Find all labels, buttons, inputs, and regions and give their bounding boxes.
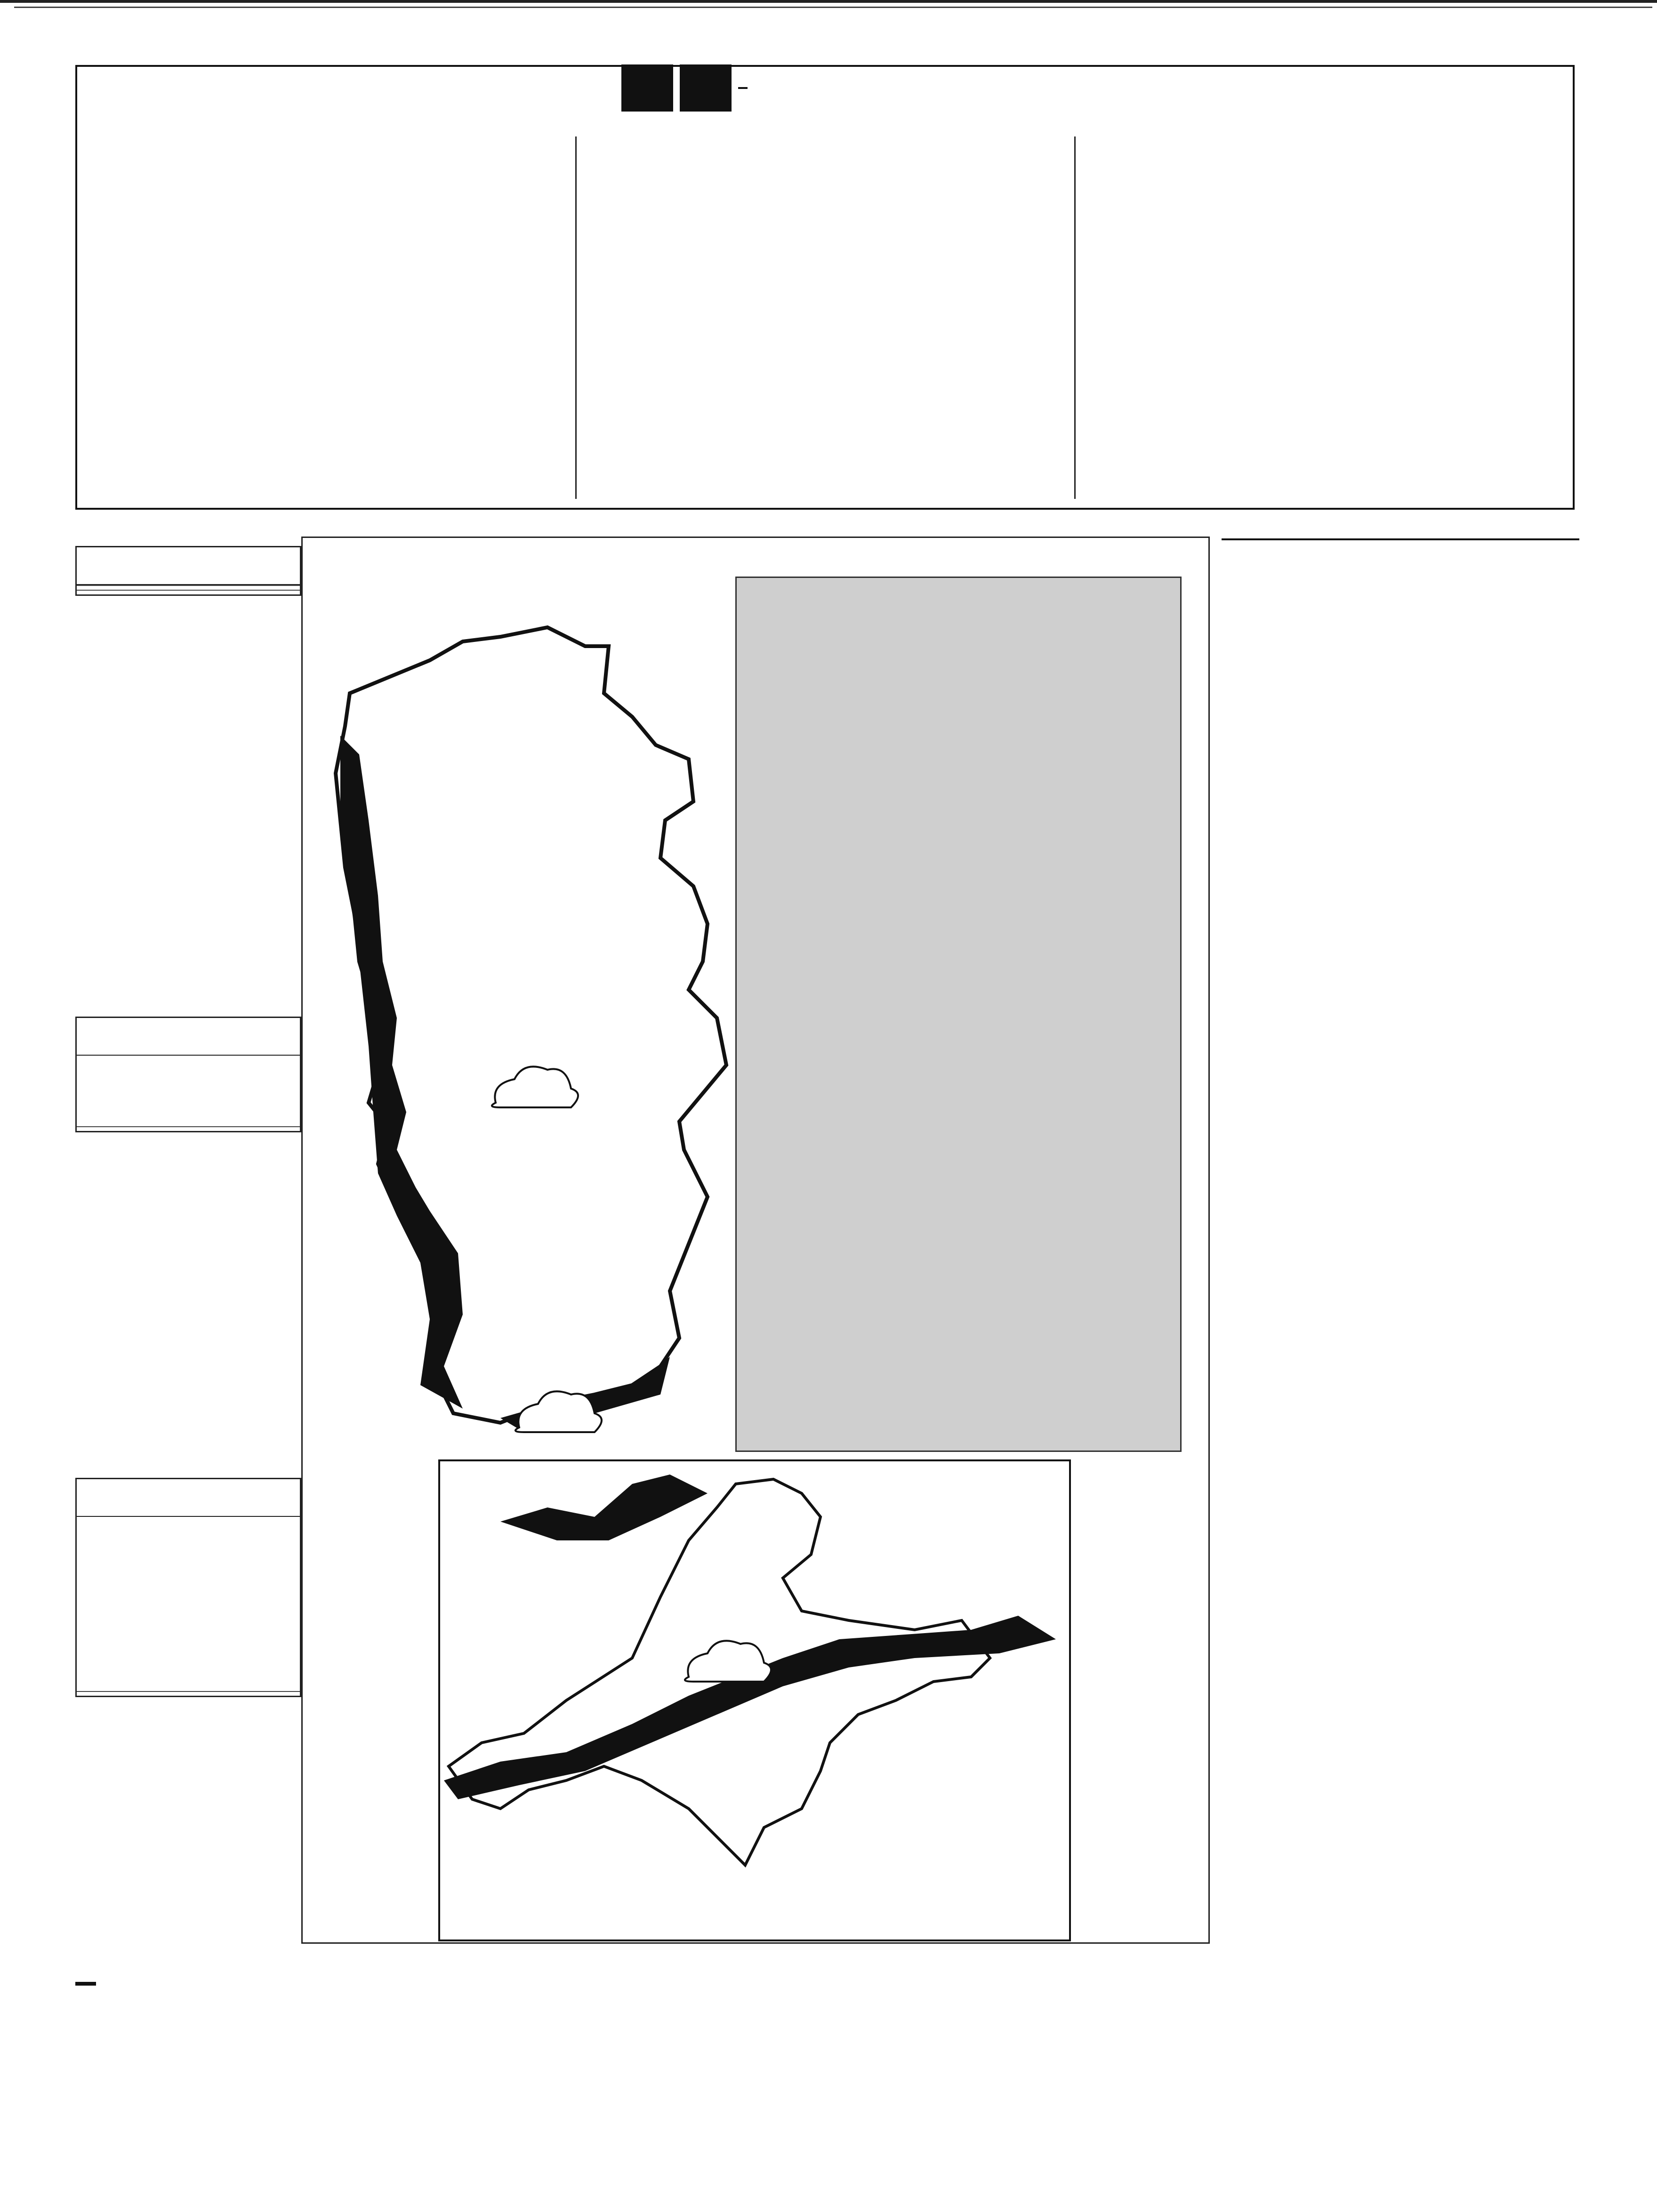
page-number [75,1982,96,1986]
units-footnote [77,1691,300,1696]
table-header [77,1479,300,1517]
efemerides-title [1222,537,1579,540]
article-china [1083,141,1568,499]
units-footnote [77,1126,300,1131]
section-masthead [621,62,748,114]
tempo-column-1 [742,630,957,649]
top-rule [0,0,1657,3]
table-na-europa [75,1017,301,1132]
masthead-letter-l [680,64,732,112]
units-footnote [77,590,300,594]
section-title [738,87,748,89]
table-no-mundo [75,1478,301,1697]
table-em-portugal [75,546,301,596]
article-eua [87,141,567,499]
column-rule [575,136,577,499]
top-rule-thin [14,7,1652,8]
tempo-forecast-box [735,577,1182,1452]
max-temp-note [77,585,300,590]
tempo-column-2 [963,630,1177,649]
page-footer [75,1970,130,1998]
table-header [77,547,300,585]
table-header [77,1018,300,1056]
article-praga [584,141,1069,499]
masthead-letter-d [621,64,673,112]
column-rule [1074,136,1076,499]
efemerides-column [1222,537,1579,1958]
